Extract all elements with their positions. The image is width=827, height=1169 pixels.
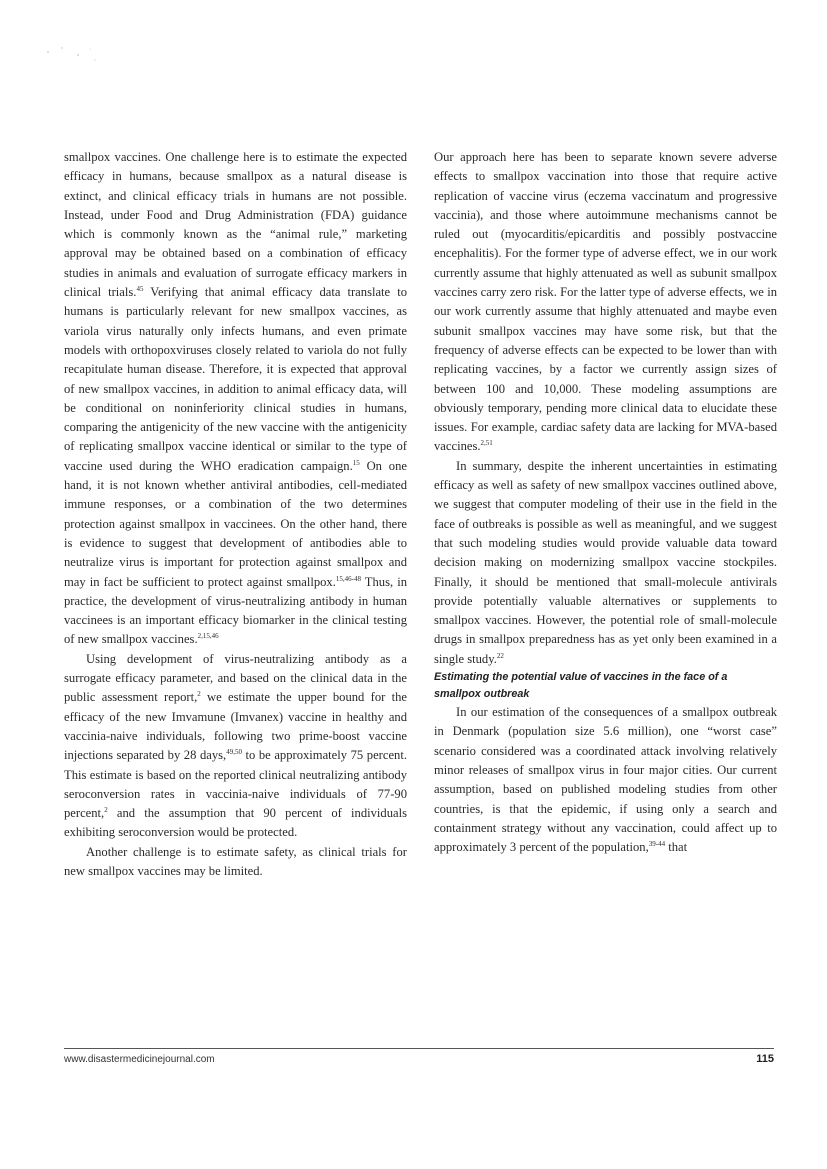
citation: 15,46-48 [335,574,361,583]
paragraph-outbreak-estimation: In our estimation of the consequences of a smallpox outbreak in Denmark (population size 5.6 million), one “worst case” scenario considered was a coordinated attack involving relatively minor releases of smallpox virus in four major cities. Our current assumption, based on published modeling studies from other countries, is that the epidemic, if using only a search and containment strategy without any vaccination, could affect up to approximately 3 percent of the population,$^{39-44}$ that [434,705,777,855]
citation: 39-44 [648,839,666,848]
left-column [64,148,407,881]
paragraph-safety-challenge: Another challenge is to estimate safety, as clinical trials for new smallpox vaccines may be limited. [64,844,407,878]
citation: 2 [197,690,201,699]
citation: 22 [496,651,504,660]
paragraph-animal-rule: smallpox vaccines. One challenge here is to estimate the expected efficacy in humans, because smallpox as a natural disease is extinct, and clinical efficacy trials in humans are not possible. Instead, under Food and Drug Administration (FDA) guidance which is commonly known as the “animal rule,” marketing approval may be obtained based on a combination of efficacy studies in animals and evaluation of surrogate efficacy markers in clinical trials.$^{45}$ Verifying that animal efficacy data translate to humans is particularly relevant for new smallpox vaccines, as variola virus naturally only infects humans, and even primate models with orthopoxviruses closely related to variola do not fully recapitulate human disease. Therefore, it is expected that approval of new smallpox vaccines, in addition to animal efficacy data, will be conditional on noninferiority clinical studies in humans, comparing the antigenicity of the new vaccine with the antigenicity of replicating smallpox vaccine identical or similar to the type of vaccine used during the WHO eradication campaign.$^{15}$ On one hand, it is not known whether antiviral antibodies, cell-mediated immune responses, or a combination of the two determines protection against smallpox in vaccinees. On the other hand, there is evidence to suggest that development of antibodies able to neutralize virus is important for protection against smallpox and may in fact be sufficient to protect against smallpox.$^{15,46-48}$ Thus, in practice, the development of virus-neutralizing antibody in human vaccinees is an important efficacy biomarker in the clinical testing of new smallpox vaccines.$^{2,15,46}$ [64,150,408,647]
paragraph-adverse-effects: Our approach here has been to separate known severe adverse effects to smallpox vaccination into those that require active replication of vaccine virus (eczema vaccinatum and progressive vaccinia), and those where autoimmune mechanisms cannot be ruled out (myocarditis/epicarditis and possibly postvaccine encephalitis). For the former type of adverse effect, we in our work currently assume that highly attenuated as well as subunit smallpox vaccines carry zero risk. For the latter type of adverse effects, we in our work currently assume that highly attenuated and maybe even subunit smallpox vaccines may have some risk, but that the frequency of adverse effects can be expected to be lower than with replicating vaccines, by a factor we currently assign sizes of between 100 and 10,000. These modeling assumptions are obviously temporary, pending more clinical data to elucidate these issues. For example, cardiac safety data are lacking for MVA-based vaccines.$^{2,51}$ [434,150,777,454]
paragraph-efficacy-estimate: Using development of virus-neutralizing antibody as a surrogate efficacy parameter, and based on the clinical data in the public assessment report,$^2$ we estimate the upper bound for the efficacy of the new Imvamune (Imvanex) vaccine in healthy and vaccinia-naive individuals, following two prime-boost vaccine injections separated by 28 days,$^{49,50}$ to be approximately 75 percent. This estimate is based on the reported clinical neutralizing antibody seroconversion rates in vaccinia-naive individuals of 77-90 percent,$^2$ and the assumption that 90 percent of individuals exhibiting seroconversion would be protected. [64,651,407,840]
citation: 45 [136,284,144,293]
section-heading: Estimating the potential value of vaccines in the face of a smallpox outbreak [434,671,728,701]
citation: 15 [352,458,360,467]
footer-rule [64,1048,774,1049]
footer-url: www.disastermedicinejournal.com [64,1054,215,1065]
paragraph-summary: In summary, despite the inherent uncertainties in estimating efficacy as well as safety of new smallpox vaccines outlined above, we suggest that computer modeling of their use in the field in the face of outbreaks is possible as well as meaningful, and we suggest that such modeling studies would provide valuable data toward decision making on modernizing smallpox vaccine stockpiles. Finally, it should be mentioned that small-molecule antivirals provide potentially valuable alternatives or supplements to smallpox vaccines. However, the potential role of small-molecule drugs in smallpox preparedness has as yet only been examined in a single study.$^{22}$ [434,458,777,666]
right-column [434,148,777,857]
citation: 2 [104,805,108,814]
page-number: 115 [756,1053,774,1065]
citation: 2,15,46 [197,632,219,641]
scan-specks [40,40,110,70]
citation: 49,50 [226,748,242,757]
citation: 2,51 [480,439,493,448]
